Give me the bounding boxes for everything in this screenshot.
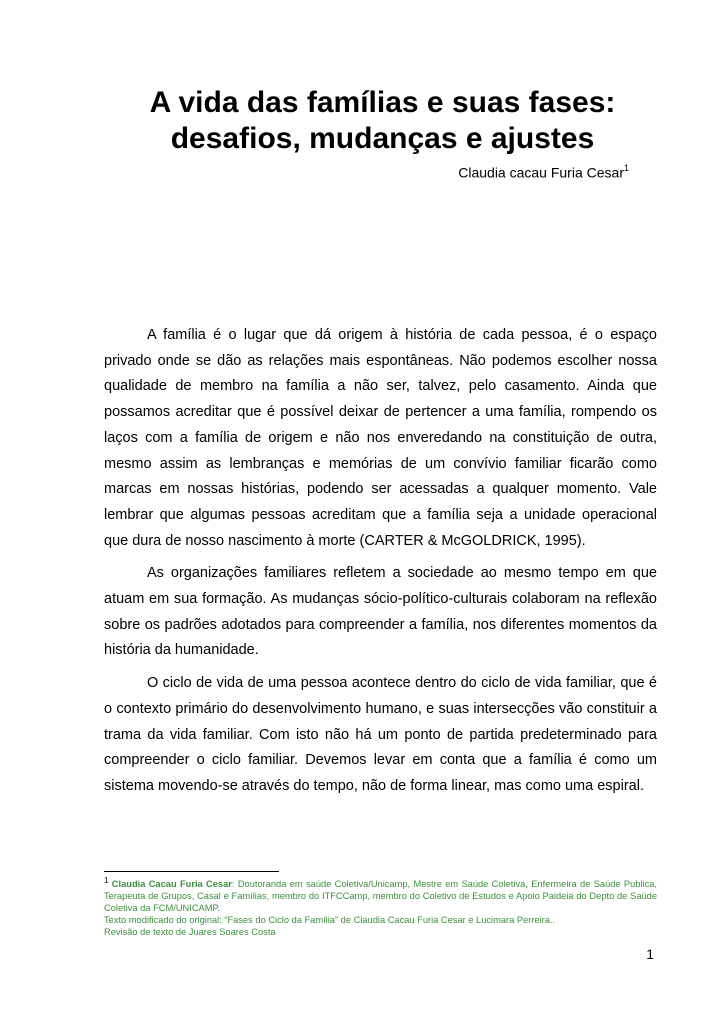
footnote-separator [104, 871, 279, 872]
page-number: 1 [646, 946, 654, 962]
footnote-source: Texto modificado do original: “Fases do Ciclo da Família” de Claudia Cacau Furia Cesar e Lucimara Perreira.. [104, 915, 556, 925]
title-line-1: A vida das famílias e suas fases: [149, 86, 616, 119]
author-byline [458, 164, 629, 181]
title-line-2: desafios, mudanças e ajustes [170, 122, 595, 155]
paragraph-3: O ciclo de vida de uma pessoa acontece dentro do ciclo de vida familiar, que é o contexto primário do desenvolvimento humano, e suas intersecções vão constituir a trama da vida familiar. Com isto não há um ponto de partida predeterminado para compreender o ciclo familiar. Devemos levar em conta que a família é como um sistema movendo-se através do tempo, não de forma linear, mas como uma espiral. [104, 675, 657, 794]
footnote-bio: : Doutoranda em saúde Coletiva/Unicamp, Mestre em Saúde Coletiva, Enfermeira de Saúde Publica, Terapeuta de Grupos, Casal e Famílias, membro do ITFCCamp, membro do Coletivo de Estudos e Apoio Paideia do Depto de Saúde Coletiva da FCM/UNICAMP. [104, 879, 657, 913]
footnote-bio-line [104, 875, 657, 914]
footnote-author-name: Claudia Cacau Furia Cesar [111, 879, 232, 889]
footnote [104, 875, 657, 938]
author-name: Claudia cacau Furia Cesar [458, 164, 624, 181]
paragraph-2: As organizações familiares refletem a sociedade ao mesmo tempo em que atuam em sua formação. As mudanças sócio-político-culturais colaboram na reflexão sobre os padrões adotados para compreender a família, nos diferentes momentos da história da humanidade. [104, 565, 657, 659]
author-footnote-ref[interactable]: 1 [623, 163, 629, 173]
footnote-mark: 1 [104, 875, 109, 885]
body-text [104, 323, 657, 807]
paragraph-1: A família é o lugar que dá origem à história de cada pessoa, é o espaço privado onde se dão as relações mais espontâneas. Não podemos escolher nossa qualidade de membro na família a não ser, talvez, pelo casamento. Ainda que possamos acreditar que é possível deixar de pertencer a uma família, rompendo os laços com a família de origem e não nos enveredando na constituição de outra, mesmo assim as lembranças e memórias de um convívio familiar ficarão como marcas em nossas histórias, podendo ser acessadas a qualquer momento. Vale lembrar que algumas pessoas acreditam que a família seja a unidade operacional que dura de nosso nascimento à morte (CARTER & McGOLDRICK, 1995). [104, 327, 657, 549]
page-title [100, 85, 665, 157]
footnote-revision: Revisão de texto de Juares Soares Costa [104, 927, 276, 937]
